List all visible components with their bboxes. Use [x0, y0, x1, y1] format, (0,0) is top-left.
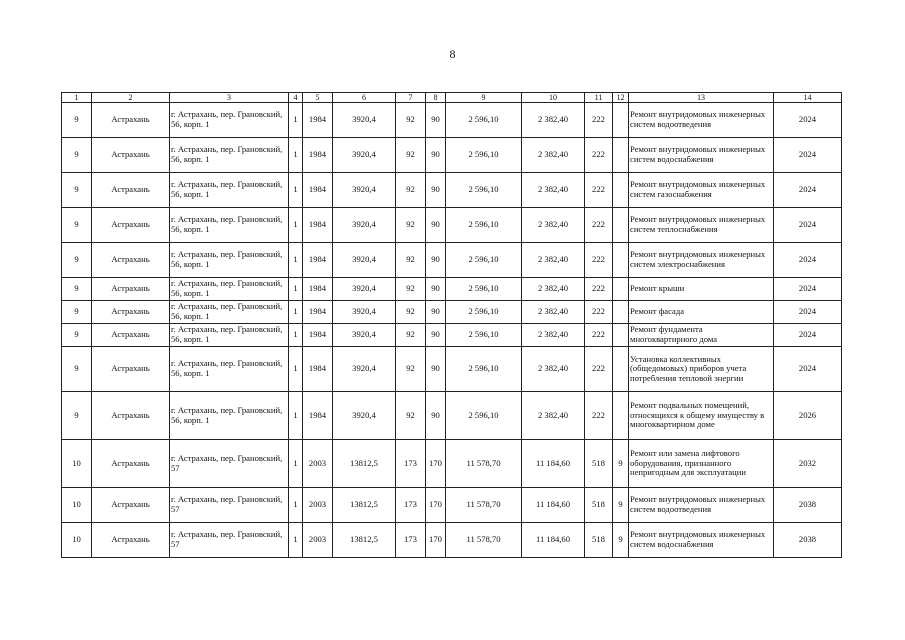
cell-year-planned: 2024 — [774, 208, 842, 243]
cell-city: Астрахань — [92, 488, 170, 523]
cell-col-4: 1 — [289, 301, 303, 324]
header-cell-7: 7 — [396, 93, 426, 103]
cell-col-12 — [613, 301, 629, 324]
cell-row-number: 9 — [62, 392, 92, 440]
cell-cost-total: 2 596,10 — [446, 173, 522, 208]
cell-col-4: 1 — [289, 278, 303, 301]
cell-area: 13812,5 — [333, 523, 396, 558]
cell-cost-total: 2 596,10 — [446, 208, 522, 243]
cell-col-12 — [613, 324, 629, 347]
cell-year: 1984 — [303, 173, 333, 208]
cell-work-type: Ремонт или замена лифтового оборудования, признанного непригодным для эксплуатации — [629, 440, 774, 488]
cell-city: Астрахань — [92, 138, 170, 173]
cell-cost-2: 2 382,40 — [522, 347, 585, 392]
cell-row-number: 9 — [62, 138, 92, 173]
cell-cost-total: 2 596,10 — [446, 138, 522, 173]
cell-row-number: 9 — [62, 324, 92, 347]
cell-area: 3920,4 — [333, 324, 396, 347]
cell-year: 1984 — [303, 301, 333, 324]
cell-cost-2: 2 382,40 — [522, 138, 585, 173]
header-cell-1: 1 — [62, 93, 92, 103]
cell-col-8: 90 — [426, 138, 446, 173]
cell-year-planned: 2026 — [774, 392, 842, 440]
cell-cost-total: 2 596,10 — [446, 278, 522, 301]
cell-col-12 — [613, 208, 629, 243]
cell-cost-2: 2 382,40 — [522, 103, 585, 138]
cell-work-type: Ремонт внутридомовых инженерных систем газоснабжения — [629, 173, 774, 208]
cell-col-8: 90 — [426, 301, 446, 324]
cell-area: 3920,4 — [333, 208, 396, 243]
cell-col-12: 9 — [613, 440, 629, 488]
cell-col-11: 222 — [585, 392, 613, 440]
cell-year-planned: 2024 — [774, 301, 842, 324]
header-cell-2: 2 — [92, 93, 170, 103]
table-row — [62, 173, 842, 208]
cell-year: 1984 — [303, 138, 333, 173]
cell-col-7: 92 — [396, 243, 426, 278]
cell-cost-total: 2 596,10 — [446, 392, 522, 440]
cell-city: Астрахань — [92, 301, 170, 324]
cell-area: 3920,4 — [333, 243, 396, 278]
cell-address: г. Астрахань, пер. Грановский, 56, корп. 1 — [170, 208, 289, 243]
cell-col-11: 222 — [585, 138, 613, 173]
cell-address: г. Астрахань, пер. Грановский, 56, корп. 1 — [170, 103, 289, 138]
cell-city: Астрахань — [92, 243, 170, 278]
cell-work-type: Ремонт внутридомовых инженерных систем теплоснабжения — [629, 208, 774, 243]
cell-cost-2: 2 382,40 — [522, 173, 585, 208]
cell-work-type: Ремонт внутридомовых инженерных систем водоотведения — [629, 103, 774, 138]
cell-col-7: 92 — [396, 278, 426, 301]
cell-city: Астрахань — [92, 523, 170, 558]
cell-row-number: 9 — [62, 278, 92, 301]
cell-col-11: 518 — [585, 523, 613, 558]
cell-col-11: 518 — [585, 440, 613, 488]
cell-year-planned: 2024 — [774, 278, 842, 301]
cell-col-11: 222 — [585, 208, 613, 243]
cell-col-11: 222 — [585, 173, 613, 208]
cell-year-planned: 2024 — [774, 103, 842, 138]
cell-address: г. Астрахань, пер. Грановский, 56, корп. 1 — [170, 138, 289, 173]
cell-area: 3920,4 — [333, 301, 396, 324]
cell-year: 1984 — [303, 324, 333, 347]
cell-row-number: 9 — [62, 301, 92, 324]
cell-col-4: 1 — [289, 243, 303, 278]
cell-col-4: 1 — [289, 347, 303, 392]
cell-year: 1984 — [303, 347, 333, 392]
cell-year-planned: 2024 — [774, 138, 842, 173]
table-row — [62, 440, 842, 488]
cell-area: 3920,4 — [333, 138, 396, 173]
cell-col-8: 90 — [426, 347, 446, 392]
cell-col-11: 222 — [585, 103, 613, 138]
cell-work-type: Ремонт фундамента многоквартирного дома — [629, 324, 774, 347]
cell-col-8: 90 — [426, 392, 446, 440]
cell-city: Астрахань — [92, 392, 170, 440]
cell-col-8: 170 — [426, 440, 446, 488]
cell-city: Астрахань — [92, 278, 170, 301]
cell-year: 2003 — [303, 523, 333, 558]
cell-area: 3920,4 — [333, 173, 396, 208]
cell-col-8: 90 — [426, 208, 446, 243]
cell-row-number: 9 — [62, 243, 92, 278]
cell-col-4: 1 — [289, 488, 303, 523]
cell-cost-2: 2 382,40 — [522, 392, 585, 440]
cell-cost-2: 2 382,40 — [522, 324, 585, 347]
cell-area: 3920,4 — [333, 392, 396, 440]
cell-col-7: 92 — [396, 138, 426, 173]
table-row — [62, 347, 842, 392]
cell-year-planned: 2024 — [774, 243, 842, 278]
cell-work-type: Ремонт фасада — [629, 301, 774, 324]
cell-work-type: Ремонт внутридомовых инженерных систем водоснабжения — [629, 138, 774, 173]
cell-cost-total: 11 578,70 — [446, 488, 522, 523]
cell-year-planned: 2024 — [774, 347, 842, 392]
header-cell-9: 9 — [446, 93, 522, 103]
cell-col-4: 1 — [289, 103, 303, 138]
cell-address: г. Астрахань, пер. Грановский, 56, корп. 1 — [170, 173, 289, 208]
table-row — [62, 523, 842, 558]
cell-city: Астрахань — [92, 347, 170, 392]
cell-col-12: 9 — [613, 523, 629, 558]
cell-col-12 — [613, 173, 629, 208]
cell-work-type: Ремонт крыши — [629, 278, 774, 301]
cell-address: г. Астрахань, пер. Грановский, 56, корп. 1 — [170, 278, 289, 301]
table-row — [62, 243, 842, 278]
header-cell-12: 12 — [613, 93, 629, 103]
header-cell-11: 11 — [585, 93, 613, 103]
cell-cost-total: 2 596,10 — [446, 324, 522, 347]
table-row — [62, 488, 842, 523]
cell-col-7: 173 — [396, 440, 426, 488]
cell-col-8: 90 — [426, 103, 446, 138]
cell-col-12: 9 — [613, 488, 629, 523]
cell-col-4: 1 — [289, 324, 303, 347]
header-cell-8: 8 — [426, 93, 446, 103]
cell-work-type: Ремонт внутридомовых инженерных систем водоснабжения — [629, 523, 774, 558]
cell-address: г. Астрахань, пер. Грановский, 56, корп. 1 — [170, 347, 289, 392]
cell-year: 2003 — [303, 488, 333, 523]
cell-col-7: 92 — [396, 173, 426, 208]
cell-col-4: 1 — [289, 392, 303, 440]
table-row — [62, 208, 842, 243]
cell-col-7: 92 — [396, 301, 426, 324]
cell-city: Астрахань — [92, 173, 170, 208]
cell-col-4: 1 — [289, 208, 303, 243]
cell-col-8: 90 — [426, 243, 446, 278]
cell-row-number: 10 — [62, 440, 92, 488]
cell-row-number: 10 — [62, 523, 92, 558]
cell-col-4: 1 — [289, 138, 303, 173]
cell-address: г. Астрахань, пер. Грановский, 56, корп. 1 — [170, 392, 289, 440]
header-cell-6: 6 — [333, 93, 396, 103]
cell-row-number: 9 — [62, 208, 92, 243]
cell-year: 1984 — [303, 392, 333, 440]
cell-address: г. Астрахань, пер. Грановский, 56, корп. 1 — [170, 301, 289, 324]
cell-cost-2: 11 184,60 — [522, 523, 585, 558]
cell-address: г. Астрахань, пер. Грановский, 57 — [170, 488, 289, 523]
page-number: 8 — [449, 47, 456, 61]
cell-cost-2: 11 184,60 — [522, 440, 585, 488]
cell-year: 1984 — [303, 103, 333, 138]
cell-address: г. Астрахань, пер. Грановский, 56, корп. 1 — [170, 243, 289, 278]
cell-year-planned: 2024 — [774, 173, 842, 208]
repair-schedule-table — [61, 92, 842, 558]
cell-col-8: 90 — [426, 278, 446, 301]
cell-city: Астрахань — [92, 103, 170, 138]
cell-year: 1984 — [303, 278, 333, 301]
cell-col-12 — [613, 392, 629, 440]
cell-col-7: 92 — [396, 103, 426, 138]
cell-col-8: 170 — [426, 488, 446, 523]
cell-cost-2: 2 382,40 — [522, 301, 585, 324]
cell-cost-total: 2 596,10 — [446, 301, 522, 324]
cell-year: 1984 — [303, 208, 333, 243]
cell-city: Астрахань — [92, 324, 170, 347]
cell-work-type: Ремонт внутридомовых инженерных систем электроснабжения — [629, 243, 774, 278]
cell-cost-2: 11 184,60 — [522, 488, 585, 523]
cell-col-7: 92 — [396, 324, 426, 347]
cell-year-planned: 2032 — [774, 440, 842, 488]
cell-col-12 — [613, 103, 629, 138]
cell-row-number: 9 — [62, 173, 92, 208]
cell-row-number: 9 — [62, 347, 92, 392]
cell-area: 13812,5 — [333, 440, 396, 488]
cell-year-planned: 2038 — [774, 488, 842, 523]
cell-year-planned: 2024 — [774, 324, 842, 347]
table-row — [62, 278, 842, 301]
cell-col-7: 92 — [396, 208, 426, 243]
cell-cost-2: 2 382,40 — [522, 208, 585, 243]
cell-col-4: 1 — [289, 173, 303, 208]
table-row — [62, 103, 842, 138]
cell-year-planned: 2038 — [774, 523, 842, 558]
cell-col-11: 222 — [585, 324, 613, 347]
cell-city: Астрахань — [92, 208, 170, 243]
cell-work-type: Установка коллективных (общедомовых) приборов учета потребления тепловой энергии — [629, 347, 774, 392]
cell-row-number: 10 — [62, 488, 92, 523]
table-row — [62, 138, 842, 173]
cell-cost-total: 11 578,70 — [446, 440, 522, 488]
cell-cost-total: 2 596,10 — [446, 243, 522, 278]
cell-col-7: 173 — [396, 488, 426, 523]
cell-work-type: Ремонт подвальных помещений, относящихся к общему имуществу в многоквартирном доме — [629, 392, 774, 440]
cell-col-11: 222 — [585, 243, 613, 278]
cell-col-12 — [613, 278, 629, 301]
table-row — [62, 392, 842, 440]
cell-area: 3920,4 — [333, 103, 396, 138]
cell-col-4: 1 — [289, 440, 303, 488]
cell-col-7: 173 — [396, 523, 426, 558]
header-row — [62, 93, 842, 103]
cell-col-12 — [613, 243, 629, 278]
cell-address: г. Астрахань, пер. Грановский, 56, корп. 1 — [170, 324, 289, 347]
cell-cost-total: 2 596,10 — [446, 347, 522, 392]
cell-address: г. Астрахань, пер. Грановский, 57 — [170, 440, 289, 488]
cell-cost-2: 2 382,40 — [522, 243, 585, 278]
header-cell-14: 14 — [774, 93, 842, 103]
cell-col-7: 92 — [396, 392, 426, 440]
cell-address: г. Астрахань, пер. Грановский, 57 — [170, 523, 289, 558]
cell-col-11: 222 — [585, 301, 613, 324]
cell-col-8: 90 — [426, 324, 446, 347]
cell-col-4: 1 — [289, 523, 303, 558]
cell-year: 1984 — [303, 243, 333, 278]
cell-year: 2003 — [303, 440, 333, 488]
cell-area: 3920,4 — [333, 347, 396, 392]
cell-col-11: 518 — [585, 488, 613, 523]
cell-col-7: 92 — [396, 347, 426, 392]
header-cell-4: 4 — [289, 93, 303, 103]
header-cell-10: 10 — [522, 93, 585, 103]
cell-cost-2: 2 382,40 — [522, 278, 585, 301]
cell-area: 13812,5 — [333, 488, 396, 523]
cell-area: 3920,4 — [333, 278, 396, 301]
cell-col-12 — [613, 138, 629, 173]
cell-col-11: 222 — [585, 347, 613, 392]
cell-row-number: 9 — [62, 103, 92, 138]
cell-col-11: 222 — [585, 278, 613, 301]
header-cell-3: 3 — [170, 93, 289, 103]
cell-col-8: 170 — [426, 523, 446, 558]
cell-col-8: 90 — [426, 173, 446, 208]
table-row — [62, 324, 842, 347]
cell-city: Астрахань — [92, 440, 170, 488]
header-cell-5: 5 — [303, 93, 333, 103]
cell-cost-total: 2 596,10 — [446, 103, 522, 138]
cell-work-type: Ремонт внутридомовых инженерных систем водоотведения — [629, 488, 774, 523]
table-row — [62, 301, 842, 324]
cell-col-12 — [613, 347, 629, 392]
cell-cost-total: 11 578,70 — [446, 523, 522, 558]
header-cell-13: 13 — [629, 93, 774, 103]
